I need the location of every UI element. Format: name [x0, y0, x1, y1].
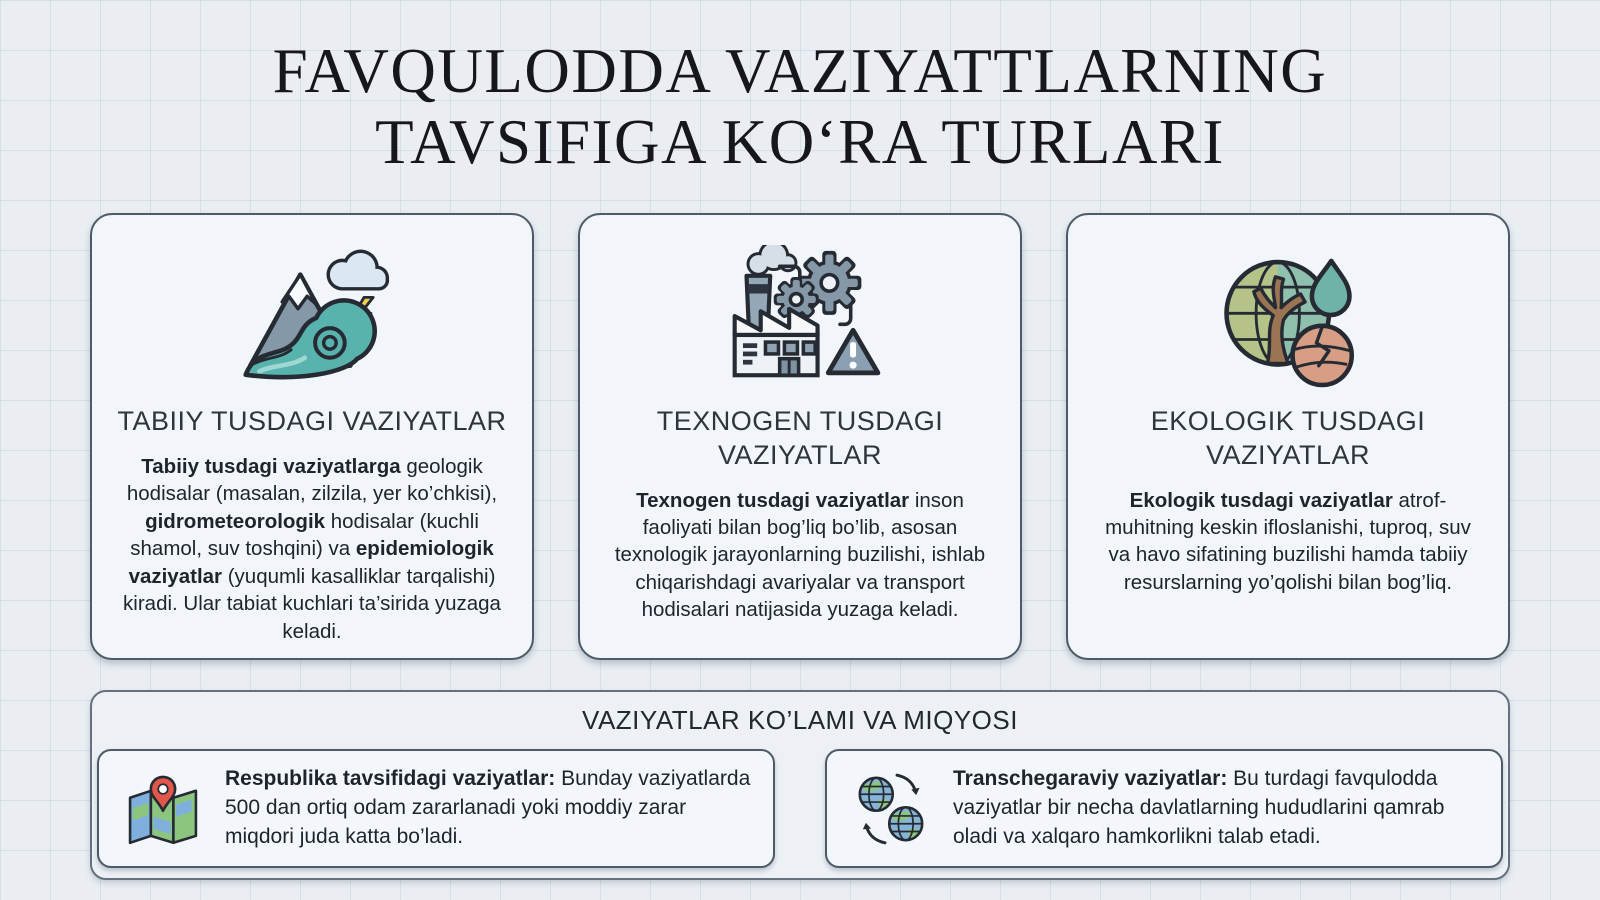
card-ekologik: [1066, 213, 1510, 660]
card-title-texnogen: TEXNOGEN TUSDAGI VAZIYATLAR: [656, 406, 944, 470]
card-body-ekologik: Ekologik tusdagi vaziyatlar atrof-muhitning keskin ifloslanishi, tuproq, suv va havo sifatining buzilishi hamda tabiiy resurslarning yo’qolishi bilan bog’liq.: [1105, 488, 1471, 594]
storm-cloud: [327, 250, 390, 291]
globe-b: [889, 807, 922, 840]
card-texnogen: [578, 213, 1022, 660]
scale-section-title: VAZIYATLAR KO’LAMI VA MIQYOSI: [582, 705, 1018, 735]
card-title-ekologik: EKOLOGIK TUSDAGI VAZIYATLAR: [1150, 406, 1426, 470]
card-body-tabiiy: Tabiiy tusdagi vaziyatlarga geologik hodisalar (masalan, zilzila, yer ko’chkisi), gidrometeorologik hodisalar (kuchli shamol, suv toshqini) va epidemiologik vaziyatlar (yuqumli kasalliklar tarqalishi) kiradi. Ular tabiat kuchlari ta’sirida yuzaga keladi.: [123, 454, 501, 643]
factory-gears-warning-icon: [604, 243, 996, 395]
page-title: [0, 36, 1600, 177]
card-title-tabiiy: TABIIY TUSDAGI VAZIYATLAR: [117, 406, 507, 436]
scale-card-respublika: [97, 749, 775, 868]
smoke: [747, 245, 798, 276]
globe-dead-tree-drop-icon: [1092, 243, 1484, 395]
mountain-wave-storm-icon: [116, 243, 508, 395]
page-title-line1: FAVQULODDA VAZIYATTLARNING: [272, 36, 1328, 106]
card-tabiiy: [90, 213, 534, 660]
page-title-line2: TAVSIFIGA KO‘RA TURLARI: [375, 106, 1225, 177]
scale-card-respublika-text: Respublika tavsifidagi vaziyatlar: Bunday vaziyatlarda 500 dan ortiq odam zararlanadi yoki moddiy zarar miqdori juda katta bo’ladi.: [225, 767, 751, 848]
map-pin-icon: [121, 770, 205, 848]
scale-card-transchegaraviy-text: Transchegaraviy vaziyatlar: Bu turdagi favqulodda vaziyatlar bir necha davlatlarning hududlarini qamrab oladi va xalqaro hamkorlikni talab etadi.: [953, 767, 1445, 848]
scale-section: [90, 690, 1510, 880]
globes-exchange-icon: [849, 770, 933, 848]
card-body-texnogen: Texnogen tusdagi vaziyatlar inson faoliyati bilan bog’liq bo’lib, asosan texnologik jarayonlarning buzilishi, ishlab chiqarishdagi avariyalar va transport hodisalari natijasida yuzaga keladi.: [614, 488, 986, 622]
scale-cards-row: [97, 749, 1503, 868]
type-cards-row: [90, 213, 1510, 660]
scale-card-transchegaraviy: [825, 749, 1503, 868]
globe-a: [860, 777, 893, 810]
